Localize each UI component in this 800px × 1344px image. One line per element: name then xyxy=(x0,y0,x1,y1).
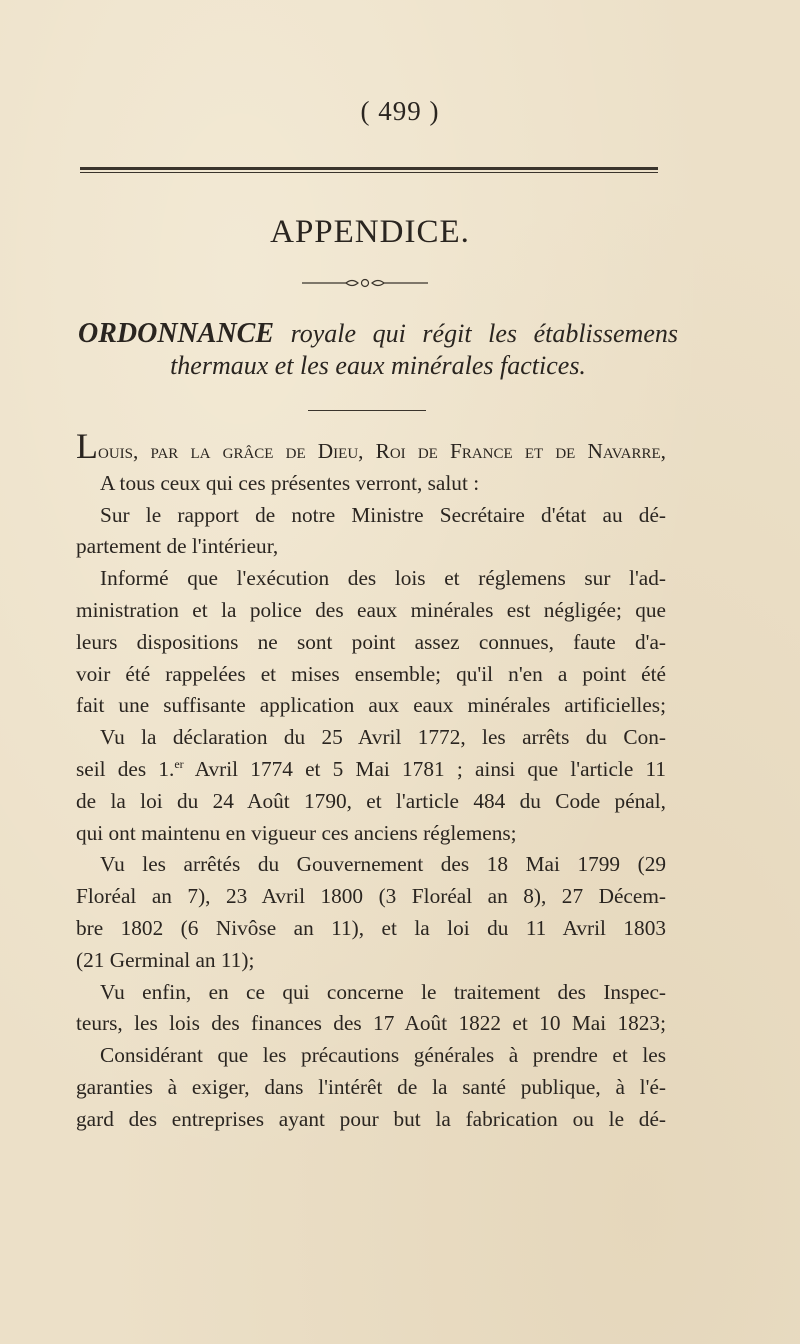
superscript-er: er xyxy=(174,756,184,771)
text-line-20: Considérant que les précautions générales à prendre et les xyxy=(100,1043,666,1068)
text-line-13: qui ont maintenu en vigueur ces anciens réglemens; xyxy=(76,820,517,845)
ordonnance-title-line-1 xyxy=(78,318,678,350)
text-line-6: ministration et la police des eaux minérales est négligée; que xyxy=(76,597,666,622)
text-line-17: (21 Germinal an 11); xyxy=(76,947,255,972)
text-line-5: Informé que l'exécution des lois et réglemens sur l'ad- xyxy=(100,566,666,591)
text-line-11-a: seil des 1. xyxy=(76,756,175,781)
short-rule xyxy=(308,410,426,411)
text-line-15: Floréal an 7), 23 Avril 1800 (3 Floréal an 8), 27 Décem- xyxy=(76,884,666,909)
text-line-21: garanties à exiger, dans l'intérêt de la santé publique, à l'é- xyxy=(76,1074,666,1099)
ornament-divider xyxy=(300,276,430,290)
ordonnance-bold-word: ORDONNANCE xyxy=(78,318,275,349)
ordonnance-title-line-2: thermaux et les eaux minérales factices. xyxy=(170,351,586,380)
text-line-18: Vu enfin, en ce qui concerne le traitement des Inspec- xyxy=(100,979,666,1004)
page-number: ( 499 ) xyxy=(360,96,440,126)
text-line-22: gard des entreprises ayant pour but la fabrication ou le dé- xyxy=(76,1106,666,1131)
text-line-8: voir été rappelées et mises ensemble; qu'il n'en a point été xyxy=(76,661,666,686)
text-line-1 xyxy=(76,426,666,468)
ordonnance-title xyxy=(78,318,678,382)
header-double-rule xyxy=(80,167,658,173)
text-line-14: Vu les arrêtés du Gouvernement des 18 Mai 1799 (29 xyxy=(100,852,666,877)
text-line-11-b: Avril 1774 et 5 Mai 1781 ; ainsi que l'article 11 xyxy=(183,756,666,781)
body-text xyxy=(76,426,666,1136)
text-line-3: Sur le rapport de notre Ministre Secrétaire d'état au dé- xyxy=(100,502,666,527)
text-line-1-rest: ouis, par la grâce de Dieu, Roi de France et de Navarre, xyxy=(98,439,666,463)
text-line-4: partement de l'intérieur, xyxy=(76,534,279,559)
text-line-12: de la loi du 24 Août 1790, et l'article 484 du Code pénal, xyxy=(76,788,666,813)
text-line-7: leurs dispositions ne sont point assez connues, faute d'a- xyxy=(76,629,666,654)
text-line-16: bre 1802 (6 Nivôse an 11), et la loi du 11 Avril 1803 xyxy=(76,915,666,940)
text-line-2: A tous ceux qui ces présentes verront, salut : xyxy=(100,470,480,495)
text-line-9: fait une suffisante application aux eaux minérales artificielles; xyxy=(76,693,666,718)
text-line-11 xyxy=(76,754,666,786)
text-line-19: teurs, les lois des finances des 17 Août 1822 et 10 Mai 1823; xyxy=(76,1011,666,1036)
appendix-heading: APPENDICE. xyxy=(270,214,470,250)
text-line-10: Vu la déclaration du 25 Avril 1772, les arrêts du Con- xyxy=(100,725,666,750)
dropcap: L xyxy=(76,426,98,466)
ordonnance-title-rest: royale qui régit les établissemens xyxy=(274,319,678,348)
